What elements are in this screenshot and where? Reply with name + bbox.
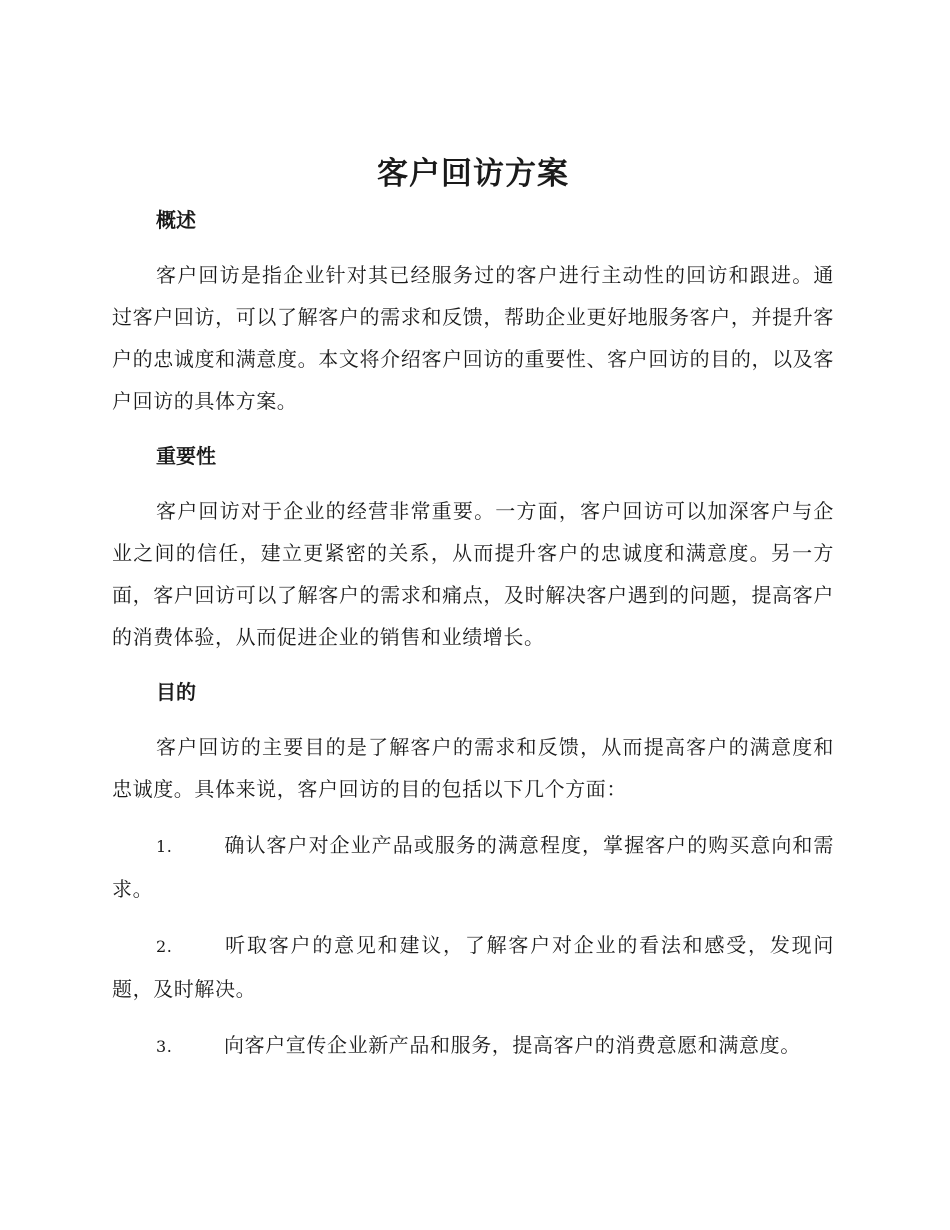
list-item-number: 1. — [156, 837, 173, 856]
list-item-number: 3. — [156, 1037, 173, 1056]
section-paragraph-overview: 客户回访是指企业针对其已经服务过的客户进行主动性的回访和跟进。通过客户回访，可以了解客户的需求和反馈，帮助企业更好地服务客户，并提升客户的忠诚度和满意度。本文将介绍客户回访的重要性、客户回访的目的，以及客户回访的具体方案。 — [112, 263, 834, 413]
section-heading-importance: 重要性 — [156, 444, 216, 468]
list-item-text: 听取客户的意见和建议，了解客户对企业的看法和感受，发现问题，及时解决。 — [112, 933, 834, 1001]
list-item — [112, 924, 834, 1010]
list-item — [112, 1024, 834, 1068]
section-heading-overview: 概述 — [156, 208, 196, 232]
section-heading-purpose: 目的 — [156, 680, 196, 704]
purpose-list — [112, 824, 834, 1068]
list-item — [112, 824, 834, 910]
list-item-text: 确认客户对企业产品或服务的满意程度，掌握客户的购买意向和需求。 — [112, 833, 834, 901]
document-title: 客户回访方案 — [377, 156, 569, 192]
list-item-number: 2. — [156, 937, 173, 956]
document-page — [112, 150, 834, 1068]
section-paragraph-purpose: 客户回访的主要目的是了解客户的需求和反馈，从而提高客户的满意度和忠诚度。具体来说，客户回访的目的包括以下几个方面： — [112, 735, 834, 801]
section-paragraph-importance: 客户回访对于企业的经营非常重要。一方面，客户回访可以加深客户与企业之间的信任，建立更紧密的关系，从而提升客户的忠诚度和满意度。另一方面，客户回访可以了解客户的需求和痛点，及时解决客户遇到的问题，提高客户的消费体验，从而促进企业的销售和业绩增长。 — [112, 499, 834, 649]
list-item-text: 向客户宣传企业新产品和服务，提高客户的消费意愿和满意度。 — [224, 1033, 801, 1057]
